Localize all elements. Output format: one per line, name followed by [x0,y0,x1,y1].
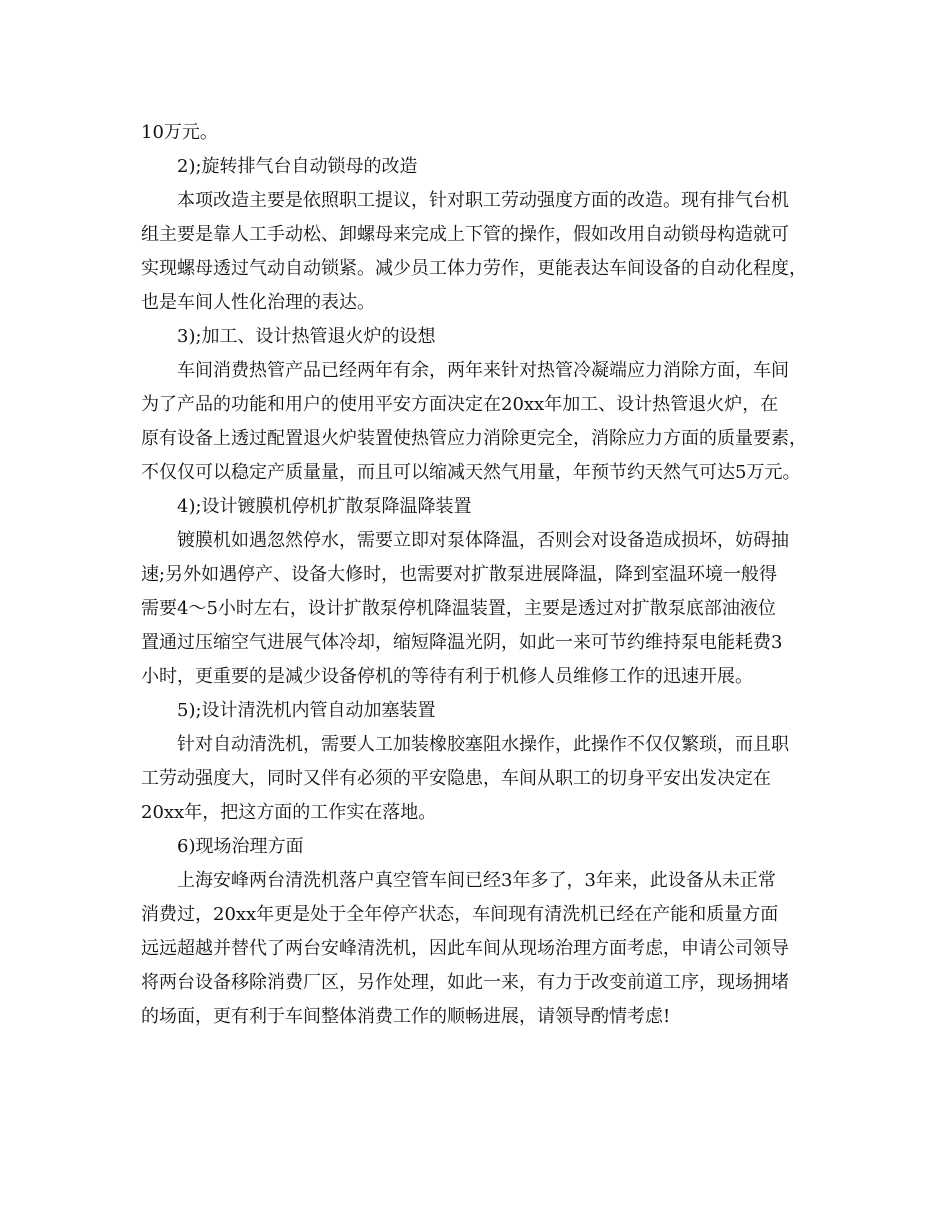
text-line: 工劳动强度大，同时又伴有必须的平安隐患，车间从职工的切身平安出发决定在 [141,768,771,789]
text-line: 20xx年，把这方面的工作实在落地。 [141,802,437,823]
text-line: 小时，更重要的是减少设备停机的等待有利于机修人员维修工作的迅速开展。 [141,666,753,687]
text-line: 将两台设备移除消费厂区，另作处理，如此一来，有力于改变前道工序，现场拥堵 [141,972,789,993]
section-heading: 6)现场治理方面 [177,836,304,857]
text-line: 组主要是靠人工手动松、卸螺母来完成上下管的操作，假如改用自动锁母构造就可 [141,224,789,245]
text-line: 车间消费热管产品已经两年有余，两年来针对热管冷凝端应力消除方面，车间 [177,360,789,381]
section-heading: 5);设计清洗机内管自动加塞装置 [177,700,436,721]
document-body [141,116,821,1034]
text-line: 消费过，20xx年更是处于全年停产状态，车间现有清洗机已经在产能和质量方面 [141,904,779,925]
text-line: 原有设备上透过配置退火炉装置使热管应力消除更完全，消除应力方面的质量要素， [141,428,807,449]
text-line: 上海安峰两台清洗机落户真空管车间已经3年多了，3年来，此设备从未正常 [177,870,776,891]
text-line: 置通过压缩空气进展气体冷却，缩短降温光阴，如此一来可节约维持泵电能耗费3 [141,632,783,653]
text-line: 本项改造主要是依照职工提议，针对职工劳动强度方面的改造。现有排气台机 [177,190,789,211]
text-line: 速;另外如遇停产、设备大修时，也需要对扩散泵进展降温，降到室温环境一般得 [141,564,778,585]
text-line: 不仅仅可以稳定产质量量，而且可以缩减天然气用量，年预节约天然气可达5万元。 [141,462,801,483]
text-line: 10万元。 [141,122,218,143]
text-line: 的场面，更有利于车间整体消费工作的顺畅进展，请领导酌情考虑! [141,1006,671,1027]
text-line: 实现螺母透过气动自动锁紧。减少员工体力劳作，更能表达车间设备的自动化程度， [141,258,807,279]
text-line: 也是车间人性化治理的表达。 [141,292,375,313]
text-line: 需要4～5小时左右，设计扩散泵停机降温装置，主要是透过对扩散泵底部油液位 [141,598,776,619]
text-line: 为了产品的功能和用户的使用平安方面决定在20xx年加工、设计热管退火炉，在 [141,394,779,415]
text-line: 远远超越并替代了两台安峰清洗机，因此车间从现场治理方面考虑，申请公司领导 [141,938,789,959]
section-heading: 3);加工、设计热管退火炉的设想 [177,326,436,347]
section-heading: 4);设计镀膜机停机扩散泵降温降装置 [177,496,472,517]
section-heading: 2);旋转排气台自动锁母的改造 [177,156,418,177]
text-line: 针对自动清洗机，需要人工加装橡胶塞阻水操作，此操作不仅仅繁琐，而且职 [177,734,789,755]
text-line: 镀膜机如遇忽然停水，需要立即对泵体降温，否则会对设备造成损坏，妨碍抽 [177,530,789,551]
